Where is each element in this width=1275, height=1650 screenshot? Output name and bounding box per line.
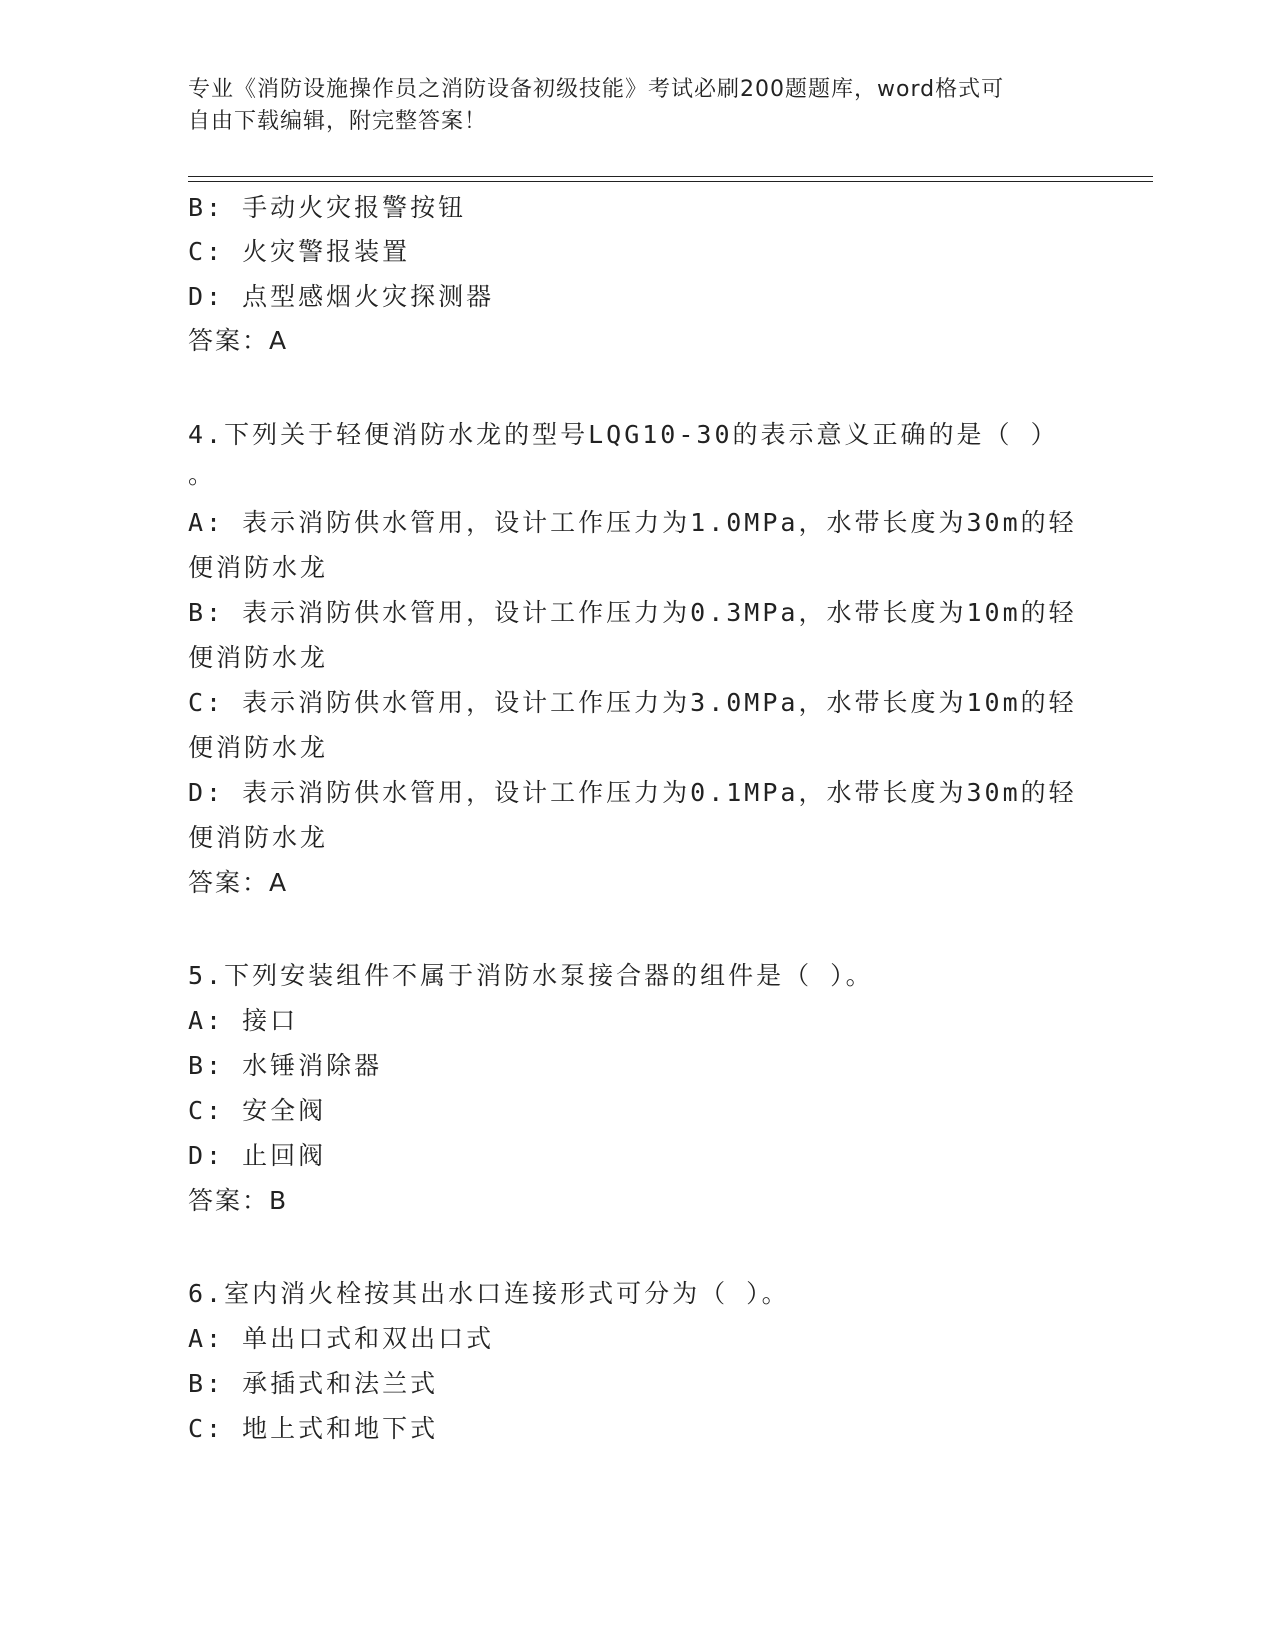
q5-option-b: B: 水锤消除器 xyxy=(188,1051,383,1080)
q4-option-b-line-1: B: 表示消防供水管用，设计工作压力为0.3MPa，水带长度为10m的轻 xyxy=(188,598,1077,627)
q5-option-d: D: 止回阀 xyxy=(188,1141,327,1170)
q6-option-c: C: 地上式和地下式 xyxy=(188,1414,439,1443)
q3-option-d: D: 点型感烟火灾探测器 xyxy=(188,282,495,311)
q4-stem-line-2: 。 xyxy=(188,460,217,489)
q4-option-d-line-2: 便消防水龙 xyxy=(188,823,329,852)
header-divider-top xyxy=(188,176,1153,177)
q5-answer: 答案：B xyxy=(188,1186,289,1215)
q4-answer: 答案：A xyxy=(188,868,289,897)
q4-stem-line-1: 4.下列关于轻便消防水龙的型号LQG10-30的表示意义正确的是（ ） xyxy=(188,420,1059,449)
q4-option-a-line-2: 便消防水龙 xyxy=(188,553,329,582)
q4-option-c-line-2: 便消防水龙 xyxy=(188,733,329,762)
document-header xyxy=(188,74,1088,138)
q6-option-b: B: 承插式和法兰式 xyxy=(188,1369,439,1398)
q3-answer: 答案：A xyxy=(188,326,289,355)
q5-stem: 5.下列安装组件不属于消防水泵接合器的组件是（ ）。 xyxy=(188,961,874,990)
q6-option-a: A: 单出口式和双出口式 xyxy=(188,1324,495,1353)
q4-option-b-line-2: 便消防水龙 xyxy=(188,643,329,672)
q3-option-b: B: 手动火灾报警按钮 xyxy=(188,193,467,222)
q5-option-c: C: 安全阀 xyxy=(188,1096,327,1125)
header-line-1: 专业《消防设施操作员之消防设备初级技能》考试必刷200题题库，word格式可 xyxy=(188,77,1005,102)
header-line-2: 自由下载编辑，附完整答案！ xyxy=(188,109,488,134)
q3-option-c: C: 火灾警报装置 xyxy=(188,237,411,266)
header-divider-bottom xyxy=(188,181,1153,182)
q6-stem: 6.室内消火栓按其出水口连接形式可分为（ ）。 xyxy=(188,1279,790,1308)
q5-option-a: A: 接口 xyxy=(188,1006,299,1035)
q4-option-d-line-1: D: 表示消防供水管用，设计工作压力为0.1MPa，水带长度为30m的轻 xyxy=(188,778,1077,807)
q4-option-c-line-1: C: 表示消防供水管用，设计工作压力为3.0MPa，水带长度为10m的轻 xyxy=(188,688,1077,717)
q4-option-a-line-1: A: 表示消防供水管用，设计工作压力为1.0MPa，水带长度为30m的轻 xyxy=(188,508,1077,537)
